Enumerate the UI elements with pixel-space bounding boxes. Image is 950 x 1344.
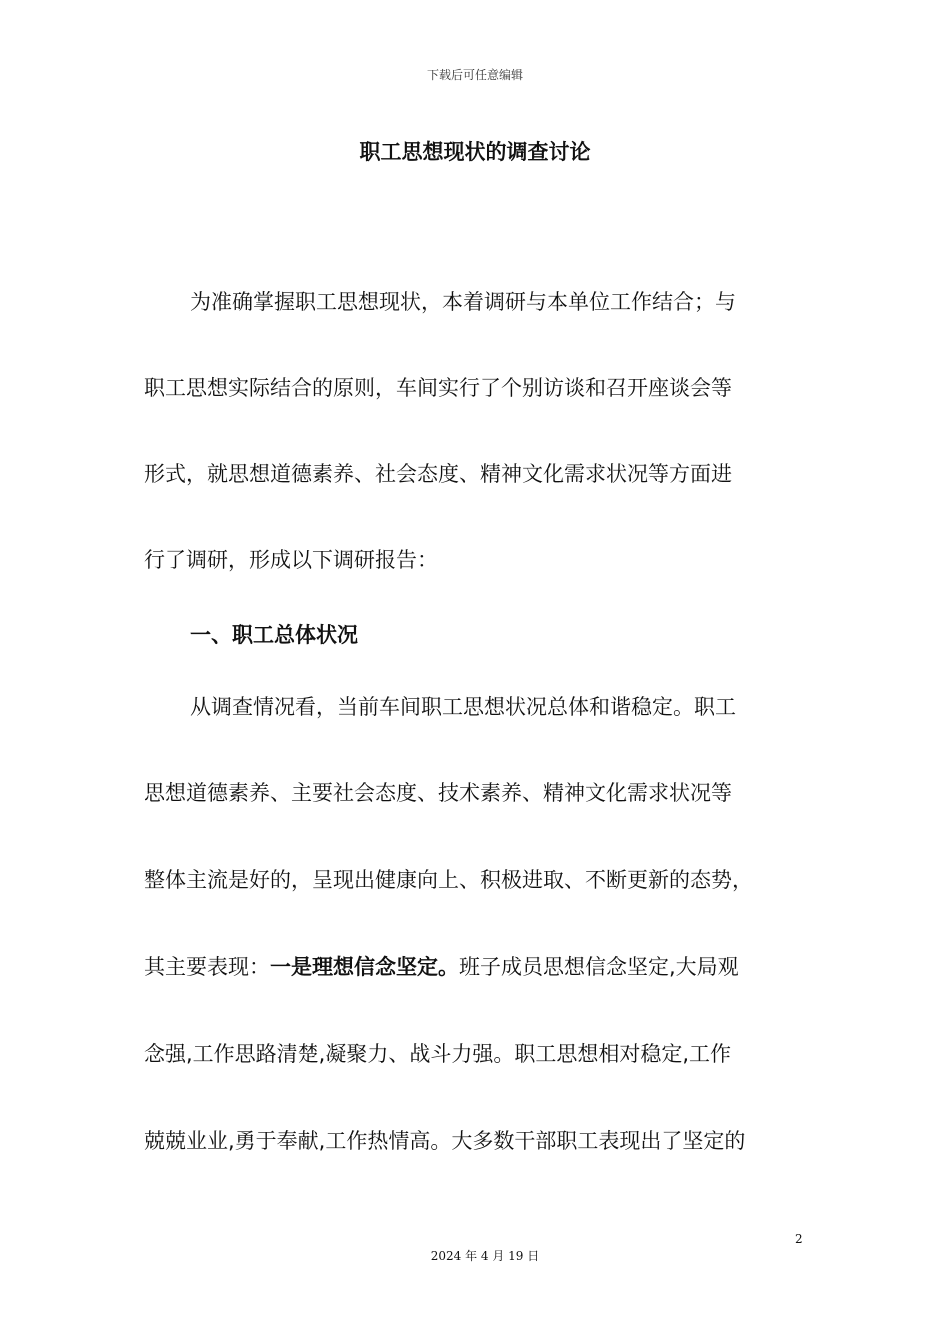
line-text: 其主要表现： <box>144 955 270 979</box>
header-note: 下载后可任意编辑 <box>426 68 523 82</box>
paragraph-line: 职工思想实际结合的原则，车间实行了个别访谈和召开座谈会等 <box>144 376 732 400</box>
paragraph-line: 兢兢业业,勇于奉献,工作热情高。大多数干部职工表现出了坚定的 <box>144 1129 746 1153</box>
section-heading: 一、职工总体状况 <box>190 623 358 647</box>
paragraph-line: 为准确掌握职工思想现状，本着调研与本单位工作结合；与 <box>190 290 736 314</box>
paragraph-line: 整体主流是好的，呈现出健康向上、积极进取、不断更新的态势， <box>144 868 753 892</box>
paragraph-line: 形式，就思想道德素养、社会态度、精神文化需求状况等方面进 <box>144 462 732 486</box>
paragraph-line: 行了调研，形成以下调研报告： <box>144 548 438 572</box>
paragraph-line-with-emphasis <box>144 951 806 981</box>
footer-date: 2024 年 4 月 19 日 <box>430 1249 540 1263</box>
emphasis-text: 一是理想信念坚定。 <box>270 955 459 979</box>
line-text: 班子成员思想信念坚定,大局观 <box>459 955 739 979</box>
document-title: 职工思想现状的调查讨论 <box>359 140 591 164</box>
paragraph-line: 思想道德素养、主要社会态度、技术素养、精神文化需求状况等 <box>144 781 732 805</box>
paragraph-line: 从调查情况看，当前车间职工思想状况总体和谐稳定。职工 <box>190 695 736 719</box>
paragraph-line: 念强,工作思路清楚,凝聚力、战斗力强。职工思想相对稳定,工作 <box>144 1042 732 1066</box>
page-number: 2 <box>795 1232 803 1246</box>
